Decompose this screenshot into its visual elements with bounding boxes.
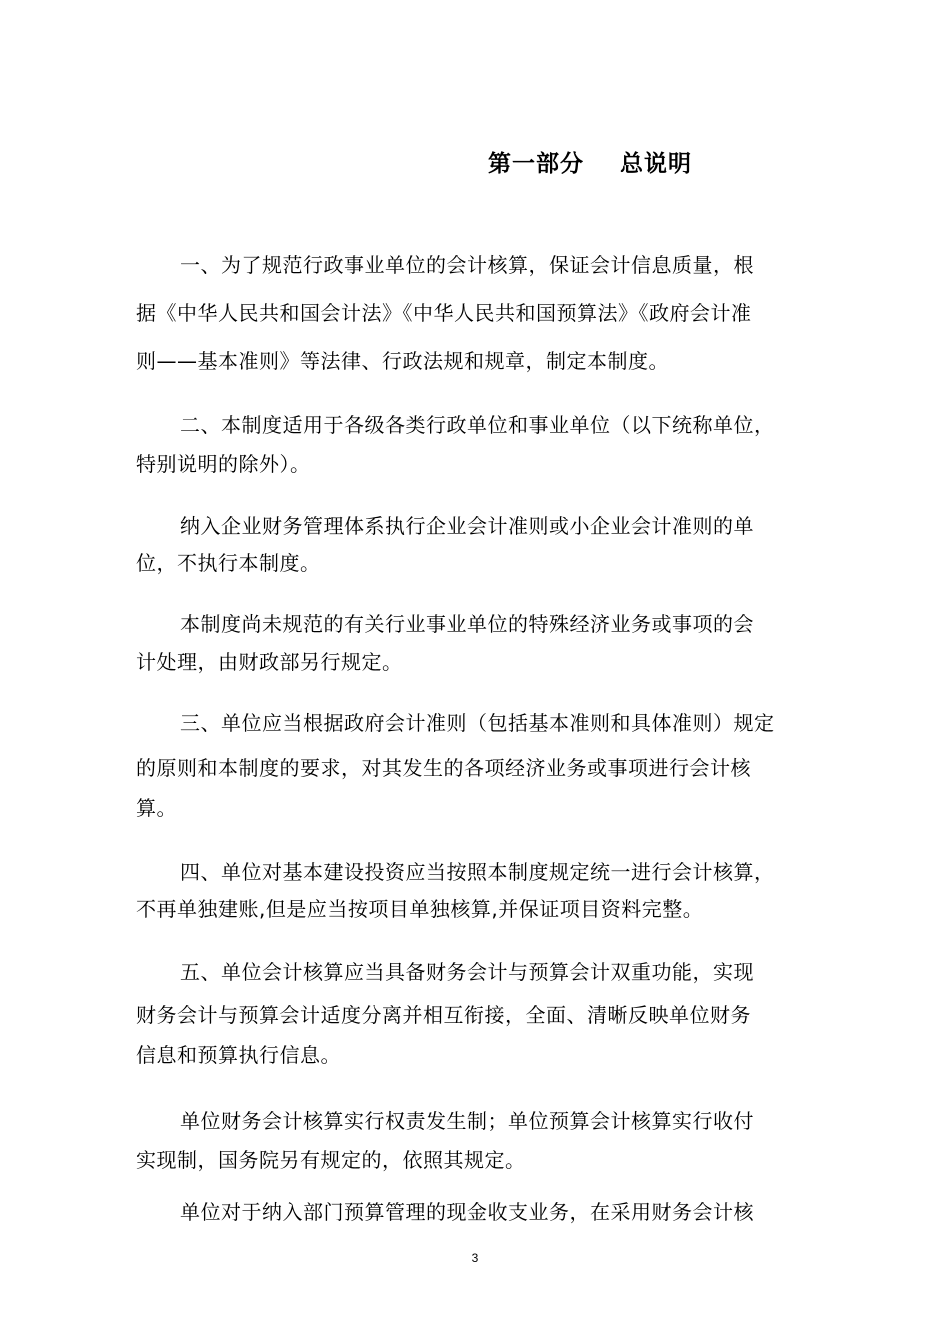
paragraph-5-line-2: 的原则和本制度的要求，对其发生的各项经济业务或事项进行会计核 — [136, 756, 751, 780]
paragraph-1-line-3: 则——基本准则》等法律、行政法规和规章，制定本制度。 — [136, 349, 669, 373]
paragraph-2-line-2: 特别说明的除外）。 — [136, 452, 311, 476]
paragraph-1-line-1: 一、为了规范行政事业单位的会计核算，保证会计信息质量，根 — [180, 253, 754, 277]
page-number: 3 — [471, 1251, 479, 1265]
paragraph-4-line-1: 本制度尚未规范的有关行业事业单位的特殊经济业务或事项的会 — [180, 612, 754, 636]
paragraph-7-line-1: 五、单位会计核算应当具备财务会计与预算会计双重功能，实现 — [180, 960, 754, 984]
paragraph-6-line-2: 不再单独建账,但是应当按项目单独核算,并保证项目资料完整。 — [136, 897, 704, 921]
paragraph-7-line-3: 信息和预算执行信息。 — [136, 1043, 341, 1067]
paragraph-3-line-1: 纳入企业财务管理体系执行企业会计准则或小企业会计准则的单 — [180, 514, 754, 538]
paragraph-4-line-2: 计处理，由财政部另行规定。 — [136, 650, 403, 674]
paragraph-8-line-2: 实现制，国务院另有规定的，依照其规定。 — [136, 1148, 526, 1172]
paragraph-9-line-1: 单位对于纳入部门预算管理的现金收支业务，在采用财务会计核 — [180, 1200, 754, 1224]
paragraph-1-line-2: 据《中华人民共和国会计法》《中华人民共和国预算法》《政府会计准 — [136, 301, 752, 325]
paragraph-5-line-1: 三、单位应当根据政府会计准则（包括基本准则和具体准则）规定 — [180, 711, 775, 735]
paragraph-3-line-2: 位，不执行本制度。 — [136, 551, 321, 575]
section-title: 第一部分 总说明 — [488, 151, 693, 177]
paragraph-8-line-1: 单位财务会计核算实行权责发生制；单位预算会计核算实行收付 — [180, 1109, 754, 1133]
paragraph-5-line-3: 算。 — [136, 796, 177, 820]
paragraph-2-line-1: 二、本制度适用于各级各类行政单位和事业单位（以下统称单位， — [180, 413, 775, 437]
paragraph-7-line-2: 财务会计与预算会计适度分离并相互衔接，全面、清晰反映单位财务 — [136, 1003, 751, 1027]
paragraph-6-line-1: 四、单位对基本建设投资应当按照本制度规定统一进行会计核算， — [180, 860, 775, 884]
